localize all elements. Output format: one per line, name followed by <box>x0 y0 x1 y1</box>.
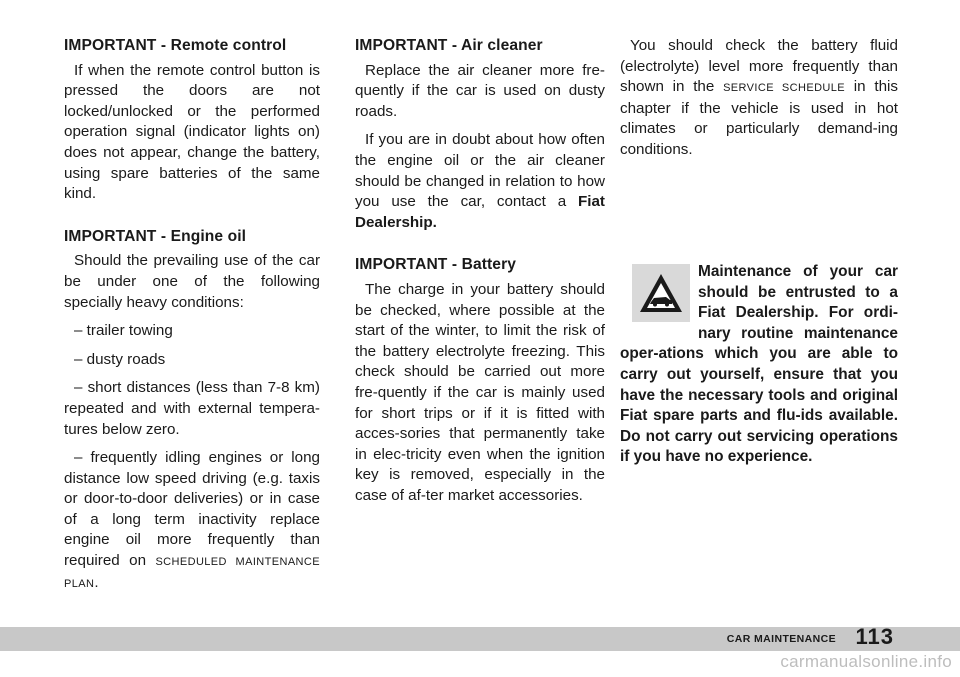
list-item: – dusty roads <box>74 350 166 368</box>
list-item-text: – frequently idling engines or long distance low speed driving (e.g. taxis or door-to-door deliveries) or in case of a long term inactivity replace engine oil more frequently than required on <box>64 449 320 570</box>
column-left <box>64 36 320 602</box>
list-item: – trailer towing <box>74 322 173 340</box>
remote-control-text: If when the remote control button is pressed the doors are not locked/unlocked or the performed operation signal (indicator lights on) does not appear, change the battery, using spare batteries of the same kind. <box>64 61 320 203</box>
plan-end: . <box>94 573 99 591</box>
warning-triangle-car-icon <box>632 264 690 322</box>
battery-text: The charge in your battery should be checked, where possible at the start of the winter, to limit the risk of the battery electrolyte freezing. This check should be carried out more fre-quently if the car is mainly used for short trips or if it is fitted with acces-sories that permanently take in elec-tricity even when the ignition key is removed, especially in the case of af-ter market accessories. <box>355 280 605 504</box>
battery-fluid-text-a: You should check the battery fluid (electrolyte) level more frequently than shown in the <box>620 37 898 96</box>
footer-section-title: CAR MAINTENANCE <box>726 633 836 645</box>
heading-engine-oil: IMPORTANT - Engine oil <box>64 227 247 245</box>
fiat-dealership: Fiat Dealership. <box>355 193 605 231</box>
warning-text: Maintenance of your car should be entrusted to a Fiat Dealership. For ordi-nary routine maintenance oper-ations which you are able to carry out yourself, ensure that you have the necessary tools and original Fiat spare parts and flu-ids available. Do not carry out servicing operations if you have no experience. <box>620 263 898 466</box>
doubt-text <box>355 130 605 233</box>
heading-air-cleaner: IMPORTANT - Air cleaner <box>355 37 543 54</box>
plan-reference: SCHEDULED MAINTENANCE PLAN <box>64 556 320 590</box>
service-schedule-reference: SERVICE SCHEDULE <box>723 82 846 95</box>
heading-battery: IMPORTANT - Battery <box>355 256 517 274</box>
column-right <box>620 36 898 169</box>
column-middle <box>355 36 605 514</box>
list-item: – short distances (less than 7-8 km) repeated and with external tempera-tures below zero. <box>64 379 320 438</box>
engine-oil-text: Should the prevailing use of the car be under one of the following specially heavy conditions: <box>64 252 320 311</box>
watermark: carmanualsonline.info <box>780 652 952 671</box>
warning-box <box>620 262 898 468</box>
heading-remote-control: IMPORTANT - Remote control <box>64 37 287 54</box>
list-item <box>64 448 320 594</box>
doubt-text-body: If you are in doubt about how often the engine oil or the air cleaner should be changed in relation to how you use the car, contact a <box>355 131 605 211</box>
battery-fluid-text <box>620 36 898 161</box>
air-cleaner-text: Replace the air cleaner more fre-quently if the car is used on dusty roads. <box>355 61 605 120</box>
page-number: 113 <box>855 624 894 649</box>
battery-fluid-text-b: in this chapter if the vehicle is used in hot climates or particularly demand-ing conditions. <box>620 78 898 158</box>
